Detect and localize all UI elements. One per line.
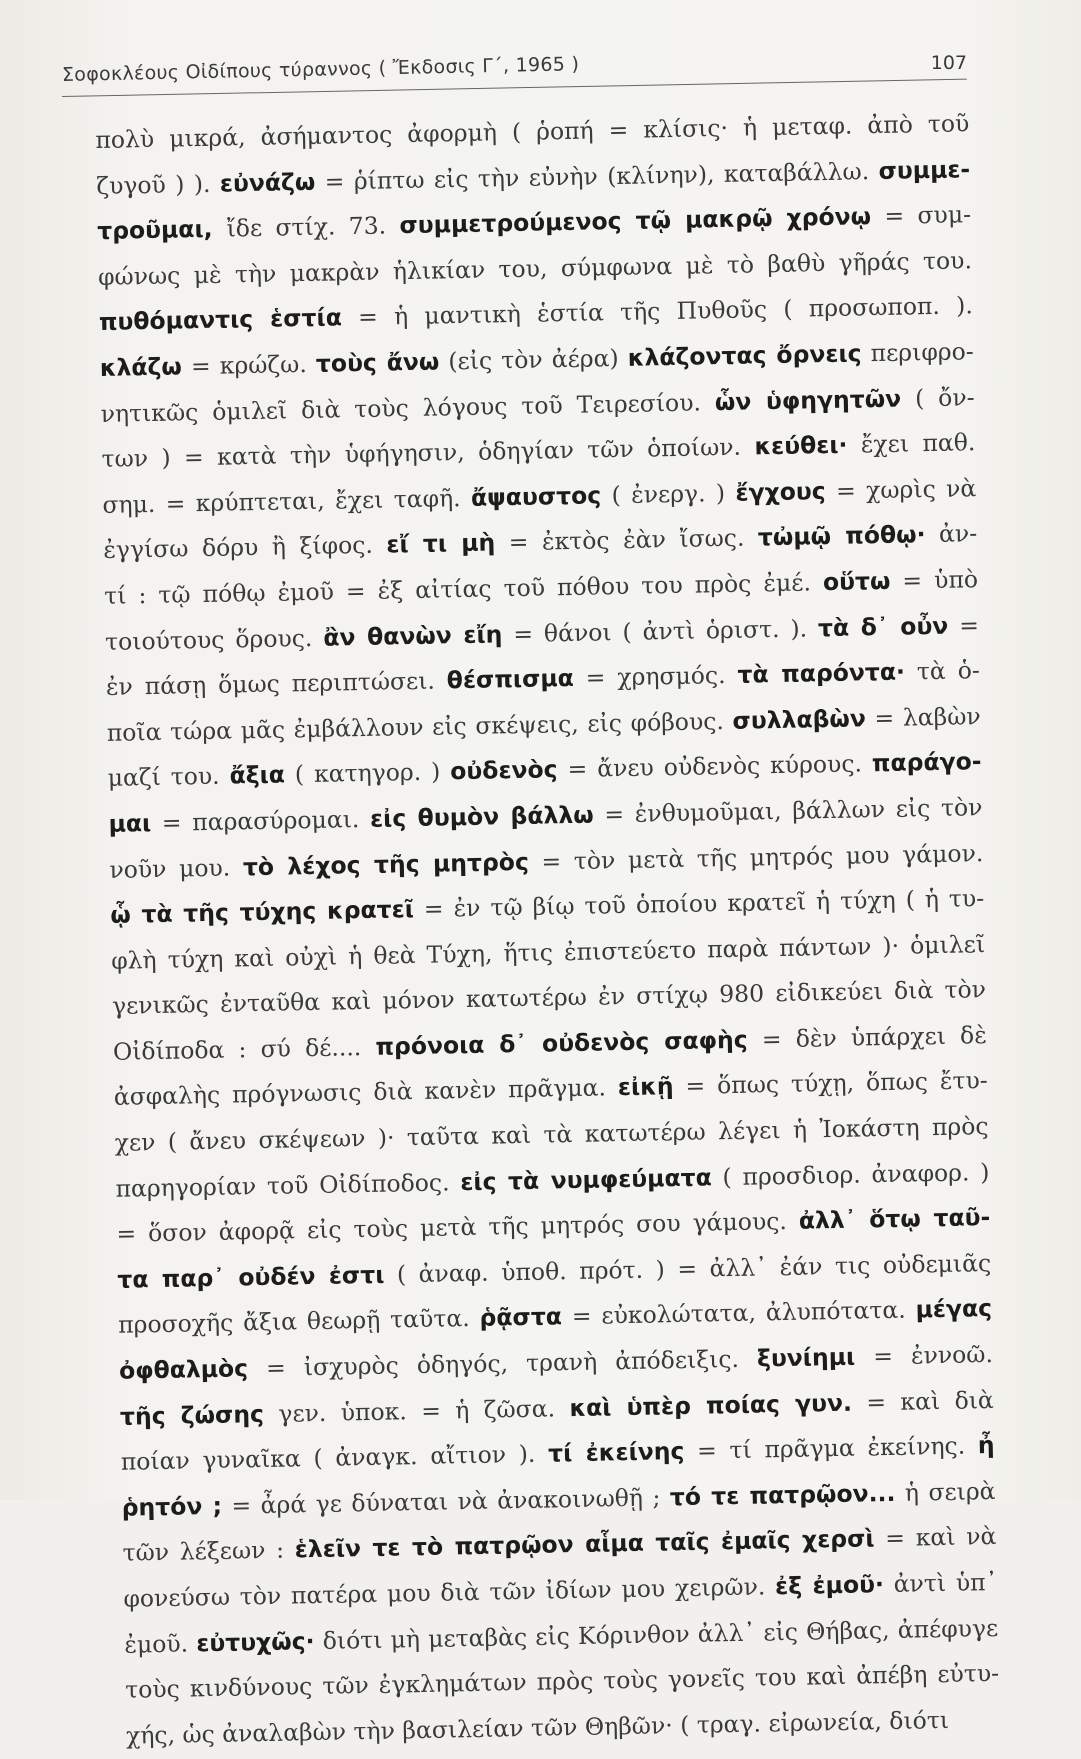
lemma: τί ἐκείνης — [547, 1437, 685, 1468]
gloss: = τὸν μετὰ τῆς μητρός μου γάμον. — [528, 838, 984, 876]
gloss: = ἐνθυμοῦμαι, βάλλων εἰς τὸν — [593, 792, 983, 829]
gloss: = ὅπως τύχῃ, ὅπως ἔτυ- — [673, 1066, 988, 1101]
lemma: τὸ λέχος τῆς μητρὸς — [242, 847, 530, 881]
lemma: ὀφθαλμὸς — [118, 1354, 249, 1385]
gloss: ἀσφαλὴς πρόγνωσις διὰ κανὲν πρᾶγμα. — [113, 1073, 619, 1112]
gloss: φονεύσω τὸν πατέρα μου διὰ τῶν ἰδίων μου χειρῶν. — [123, 1572, 776, 1613]
lemma: ἐξ ἐμοῦ· — [774, 1570, 885, 1601]
gloss: περιφρο- — [861, 337, 974, 368]
gloss: ἐγγίσω δόρυ ἢ ξίφος. — [103, 530, 387, 565]
gloss: ( ὄν- — [900, 382, 975, 413]
lemma: οὐδενὸς — [450, 755, 558, 786]
lemma: τῆς ζώσης — [119, 1399, 265, 1431]
gloss: = ῥίπτω εἰς τὴν εὐνὴν (κλίνην), καταβάλλω. — [315, 156, 879, 196]
gloss: πολὺ μικρά, ἀσήμαντος ἀφορμὴ ( ῥοπή = κλίσις· ἡ μεταφ. ἀπὸ τοῦ — [95, 109, 970, 154]
lemma: κλάζοντας ὄρνεις — [627, 339, 862, 372]
lemma: ὧν ὑφηγητῶν — [714, 384, 902, 416]
lemma: εἰκῇ — [617, 1072, 674, 1102]
lemma: ἄψαυστος — [470, 481, 602, 512]
lemma: εὐνάζω — [219, 167, 316, 198]
gloss: νητικῶς ὁμιλεῖ διὰ τοὺς λόγους τοῦ Τειρεσίου. — [100, 387, 716, 428]
gloss: = δὲν ὑπάρχει δὲ — [747, 1020, 988, 1054]
gloss: = — [948, 610, 980, 640]
lemma: συμμετρούμενος τῷ μακρῷ χρόνῳ — [399, 202, 872, 240]
gloss: ποίαν γυναῖκα ( ἀναγκ. αἴτιον ). — [120, 1439, 549, 1476]
gloss: = παρασύρομαι. — [150, 804, 371, 837]
gloss: τοὺς κινδύνους τῶν ἐγκλημάτων πρὸς τοὺς γονεῖς του καὶ ἀπέβη εὐτυ- — [124, 1659, 1000, 1704]
page-number: 107 — [930, 52, 967, 74]
lemma: καὶ ὑπὲρ ποίας γυν. — [569, 1388, 853, 1422]
lemma: ἂν θανὼν εἴη — [323, 619, 503, 652]
lemma: εὐτυχῶς· — [196, 1626, 315, 1657]
lemma: παράγο- — [871, 747, 982, 778]
gloss: (εἰς τὸν ἀέρα) — [438, 343, 629, 376]
lemma: εἴ τι μὴ — [386, 528, 496, 559]
gloss: = συμ- — [870, 200, 972, 231]
gloss: ἀν- — [925, 519, 978, 549]
lemma: ῥητόν ; — [121, 1491, 223, 1522]
gloss: φλὴ τύχη καὶ οὐχὶ ἡ θεὰ Τύχη, ἥτις ἐπιστεύετο παρὰ πάντων )· ὁμιλεῖ — [110, 929, 986, 975]
lemma: εἰς τὰ νυμφεύματα — [460, 1163, 712, 1196]
gloss: γενικῶς ἐνταῦθα καὶ μόνον κατωτέρω ἐν στίχῳ 980 εἰδικεύει διὰ τὸν — [111, 975, 987, 1021]
gloss: = χρησμός. — [573, 660, 738, 693]
gloss: των ) = κατὰ τὴν ὑφήγησιν, ὁδηγίαν τῶν ὁποίων. — [101, 432, 755, 474]
gloss: = ἐννοῶ. — [854, 1340, 994, 1371]
lemma: μέγας — [915, 1294, 993, 1324]
lemma: ξυνίημι — [756, 1342, 856, 1373]
gloss: παρηγορίαν τοῦ Οἰδίποδος. — [115, 1167, 461, 1203]
gloss: ἔχει παθ. — [847, 428, 976, 459]
lemma: τὠμῷ πόθῳ· — [757, 520, 926, 552]
gloss: = καὶ νὰ — [874, 1522, 997, 1553]
lemma: ᾧ τὰ τῆς τύχης κρατεῖ — [110, 895, 415, 929]
gloss: = ἡ μαντικὴ ἑστία τῆς Πυθοῦς ( προσωποπ. ). — [341, 291, 974, 332]
lemma: πυθόμαντις ἑστία — [98, 303, 343, 337]
gloss: τὰ ὁ- — [904, 656, 981, 686]
gloss: ἴδε στίχ. 73. — [226, 211, 400, 243]
gloss: διότι μὴ μεταβὰς εἰς Κόρινθον ἀλλ᾽ εἰς Θήβας, ἀπέφυγε — [314, 1613, 999, 1655]
gloss: = ὑπὸ — [890, 565, 979, 595]
gloss: γεν. ὑποκ. = ἡ ζῶσα. — [263, 1393, 570, 1428]
gloss: σημ. = κρύπτεται, ἔχει ταφῆ. — [102, 483, 472, 519]
lemma: τοὺς ἄνω — [315, 347, 440, 378]
lemma: μαι — [108, 808, 152, 838]
lemma: κλάζω — [99, 352, 183, 382]
lemma: τα παρ᾽ οὐδέν ἐστι — [117, 1260, 385, 1294]
running-header — [61, 52, 967, 98]
gloss: τοιούτους ὅρους. — [104, 623, 324, 656]
gloss: = εὐκολώτατα, ἀλυπότατα. — [561, 1295, 916, 1331]
lemma: συλλαβὼν — [732, 704, 867, 735]
gloss: ( προσδιορ. ἀναφορ. ) — [711, 1157, 990, 1192]
lemma: συμμε- — [878, 154, 971, 185]
commentary-text — [95, 101, 1000, 1759]
gloss: προσοχῆς ἄξια θεωρῇ ταῦτα. — [117, 1304, 480, 1340]
gloss: ( κατηγορ. ) — [284, 757, 451, 789]
lemma: ἦ — [977, 1431, 995, 1460]
lemma: τό τε πατρῷον... — [669, 1478, 896, 1512]
lemma: ῥᾷστα — [479, 1302, 563, 1333]
gloss: νοῦν μου. — [109, 852, 244, 884]
gloss: = ἄνευ οὐδενὸς κύρους. — [557, 749, 873, 784]
lemma: θέσπισμα — [446, 664, 575, 695]
gloss: μαζί του. — [107, 761, 230, 793]
gloss: = ἐν τῷ βίῳ τοῦ ὁποίου κρατεῖ ἡ τύχη ( ἡ τυ- — [413, 884, 985, 924]
lemma: ἑλεῖν τε τὸ πατρῷον αἷμα ταῖς ἐμαῖς χερσὶ — [294, 1524, 875, 1564]
lemma: εἰς θυμὸν βάλλω — [369, 800, 594, 833]
gloss: = θάνοι ( ἀντὶ ὁριστ. ). — [502, 613, 819, 648]
gloss: ἀντὶ ὑπ᾽ — [883, 1567, 998, 1599]
gloss: ἡ σειρὰ — [895, 1476, 996, 1507]
gloss: = χωρὶς νὰ — [825, 473, 977, 505]
lemma: κεύθει· — [754, 430, 848, 461]
gloss: = ἰσχυρὸς ὁδηγός, τρανὴ ἀπόδειξις. — [247, 1344, 758, 1383]
gloss: = ἆρά γε δύναται νὰ ἀνακοινωθῇ ; — [221, 1483, 671, 1520]
gloss: ζυγοῦ ) ). — [96, 169, 221, 200]
gloss: χής, ὡς ἀναλαβὼν τὴν βασιλείαν τῶν Θηβῶν· ( τραγ. εἰρωνεία, διότι — [125, 1705, 950, 1750]
gloss: ποῖα τώρα μᾶς ἐμβάλλουν εἰς σκέψεις, εἰς φόβους. — [106, 706, 733, 747]
gloss: ἐμοῦ. — [124, 1628, 197, 1659]
gloss: χεν ( ἄνευ σκέψεων )· ταῦτα καὶ τὰ κατωτέρω λέγει ἡ Ἰοκάστη πρὸς — [114, 1112, 989, 1157]
gloss: Οἰδίποδα : σύ δέ.... — [112, 1032, 376, 1066]
gloss: ( ἀναφ. ὑποθ. πρότ. ) = ἀλλ᾽ ἐάν τις οὐδεμιᾶς — [384, 1248, 992, 1289]
gloss: φώνως μὲ τὴν μακρὰν ἡλικίαν του, σύμφωνα μὲ τὸ βαθὺ γῆράς του. — [97, 245, 973, 291]
lemma: οὕτω — [822, 566, 891, 597]
gloss: = ὅσον ἀφορᾷ εἰς τοὺς μετὰ τῆς μητρός σου γάμους. — [116, 1206, 800, 1249]
gloss: = τί πρᾶγμα ἐκείνης. — [684, 1431, 979, 1466]
gloss: ἐν πάσῃ ὅμως περιπτώσει. — [105, 666, 448, 702]
gloss: ( ἐνεργ. ) — [600, 478, 736, 510]
lemma: ἔγχους — [735, 476, 826, 507]
lemma: πρόνοια δ᾽ οὐδενὸς σαφὴς — [375, 1025, 748, 1061]
lemma: τὰ δ᾽ οὖν — [817, 611, 949, 642]
gloss: τῶν λέξεων : — [122, 1535, 296, 1568]
lemma: ἀλλ᾽ ὅτῳ ταῦ- — [798, 1203, 991, 1235]
lemma: ἄξια — [229, 760, 286, 790]
gloss: = καὶ διὰ — [851, 1385, 995, 1417]
gloss: = λαβὼν — [865, 701, 981, 733]
gloss: τί : τῷ πόθῳ ἐμοῦ = ἐξ αἰτίας τοῦ πόθου του πρὸς ἐμέ. — [103, 568, 824, 610]
lemma: τροῦμαι, — [96, 214, 227, 246]
gloss: = κρώζω. — [181, 349, 317, 381]
gloss: = ἐκτὸς ἐὰν ἴσως. — [494, 523, 759, 557]
header-title: Σοφοκλέους Οἰδίπους τύραννος ( Ἔκδοσις Γ΄, 1965 ) — [61, 53, 580, 86]
lemma: τὰ παρόντα· — [737, 657, 906, 689]
